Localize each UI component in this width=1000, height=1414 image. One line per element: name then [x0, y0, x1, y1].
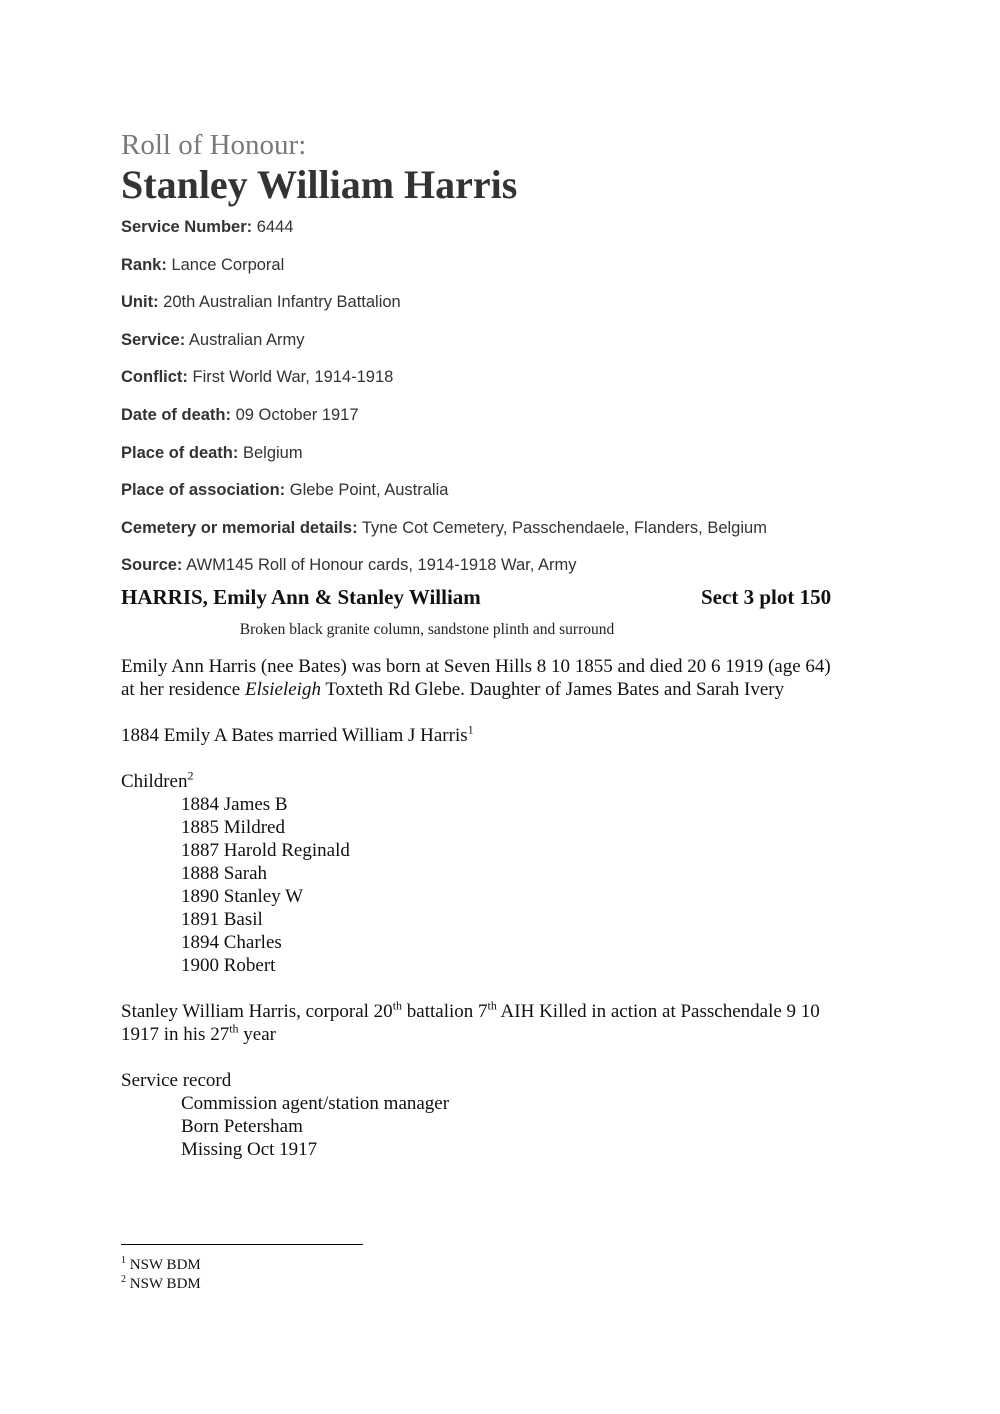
- stanley-line-1: [121, 1000, 881, 1023]
- field-value: Tyne Cot Cemetery, Passchendaele, Flanders, Belgium: [361, 518, 767, 537]
- field-value: Lance Corporal: [171, 255, 285, 274]
- list-item: Born Petersham: [181, 1116, 303, 1138]
- field-place-of-association: [121, 479, 881, 501]
- field-source: [121, 554, 881, 576]
- list-item: 1900 Robert: [181, 955, 276, 977]
- field-cemetery: [121, 517, 881, 539]
- field-label: Conflict:: [121, 368, 188, 387]
- list-item: Missing Oct 1917: [181, 1139, 318, 1161]
- field-conflict: [121, 366, 881, 388]
- footnote-number: 2: [121, 1274, 126, 1285]
- field-place-of-death: [121, 442, 881, 464]
- footnote-divider: [121, 1244, 363, 1245]
- emily-line-2: [121, 678, 881, 701]
- footnote-ref: 1: [467, 723, 474, 738]
- text-run: year: [238, 1024, 276, 1046]
- residence-name: Elsieleigh: [244, 679, 321, 701]
- field-value: Belgium: [242, 443, 303, 462]
- field-date-of-death: [121, 404, 881, 426]
- field-value: Glebe Point, Australia: [289, 481, 449, 500]
- field-service: [121, 329, 881, 351]
- list-item: 1884 James B: [181, 794, 288, 816]
- page-title-prefix: Roll of Honour:: [121, 129, 307, 161]
- emily-line-1: Emily Ann Harris (nee Bates) was born at Seven Hills 8 10 1855 and died 20 6 1919 (age 64): [121, 656, 831, 678]
- field-value: AWM145 Roll of Honour cards, 1914-1918 War, Army: [186, 556, 577, 575]
- field-label: Place of association:: [121, 481, 286, 500]
- text-run: Children: [121, 771, 188, 793]
- field-label: Place of death:: [121, 443, 239, 462]
- field-value: First World War, 1914-1918: [192, 368, 394, 387]
- ordinal-suffix: th: [487, 999, 497, 1014]
- field-service-number: [121, 216, 881, 238]
- footnote-text: NSW BDM: [126, 1257, 201, 1273]
- list-item: 1887 Harold Reginald: [181, 840, 350, 862]
- field-label: Unit:: [121, 293, 159, 312]
- field-label: Cemetery or memorial details:: [121, 518, 358, 537]
- field-label: Service Number:: [121, 218, 253, 236]
- biography: [121, 655, 881, 1161]
- text-run: Stanley William Harris, corporal 20: [121, 1001, 393, 1023]
- stanley-line-2: [121, 1023, 881, 1046]
- text-run: battalion 7: [402, 1001, 488, 1023]
- ordinal-suffix: th: [392, 999, 403, 1014]
- document-page: [121, 128, 881, 1161]
- grave-names: HARRIS, Emily Ann & Stanley William: [121, 585, 481, 610]
- service-record-list: [121, 1092, 881, 1161]
- footnotes: [121, 1256, 201, 1294]
- footnote: [121, 1275, 201, 1294]
- field-label: Date of death:: [121, 405, 232, 424]
- field-value: 09 October 1917: [235, 405, 359, 424]
- field-label: Source:: [121, 556, 183, 575]
- text-run: at her residence: [121, 679, 245, 701]
- text-run: AIH Killed in action at Passchendale 9 10: [496, 1001, 820, 1023]
- text-run: 1917 in his 27: [121, 1024, 230, 1046]
- field-label: Service:: [121, 330, 186, 349]
- text-run: Toxteth Rd Glebe. Daughter of James Bates and Sarah Ivery: [320, 679, 785, 701]
- field-value: 20th Australian Infantry Battalion: [163, 293, 401, 312]
- field-value: Australian Army: [188, 330, 305, 349]
- footnote-number: 1: [121, 1255, 126, 1266]
- footnote: [121, 1256, 201, 1275]
- service-details: [121, 216, 881, 576]
- page-title: Stanley William Harris: [121, 162, 518, 207]
- footnote-text: NSW BDM: [126, 1276, 201, 1292]
- grave-header: [121, 584, 881, 610]
- list-item: Commission agent/station manager: [181, 1093, 450, 1115]
- field-rank: [121, 254, 881, 276]
- list-item: 1890 Stanley W: [181, 886, 304, 908]
- text-run: 1884 Emily A Bates married William J Harris: [121, 725, 468, 747]
- field-label: Rank:: [121, 255, 167, 274]
- list-item: 1891 Basil: [181, 909, 263, 931]
- grave-plot: Sect 3 plot 150: [701, 585, 832, 610]
- ordinal-suffix: th: [229, 1022, 239, 1037]
- list-item: 1885 Mildred: [181, 817, 285, 839]
- footnote-ref: 2: [187, 769, 194, 784]
- service-record-heading: Service record: [121, 1070, 232, 1092]
- children-heading: [121, 770, 881, 793]
- grave-description: Broken black granite column, sandstone plinth and surround: [239, 621, 615, 639]
- list-item: 1888 Sarah: [181, 863, 268, 885]
- children-list: [121, 793, 881, 977]
- field-unit: [121, 291, 881, 313]
- list-item: 1894 Charles: [181, 932, 282, 954]
- marriage-line: [121, 724, 881, 747]
- field-value: 6444: [256, 218, 294, 236]
